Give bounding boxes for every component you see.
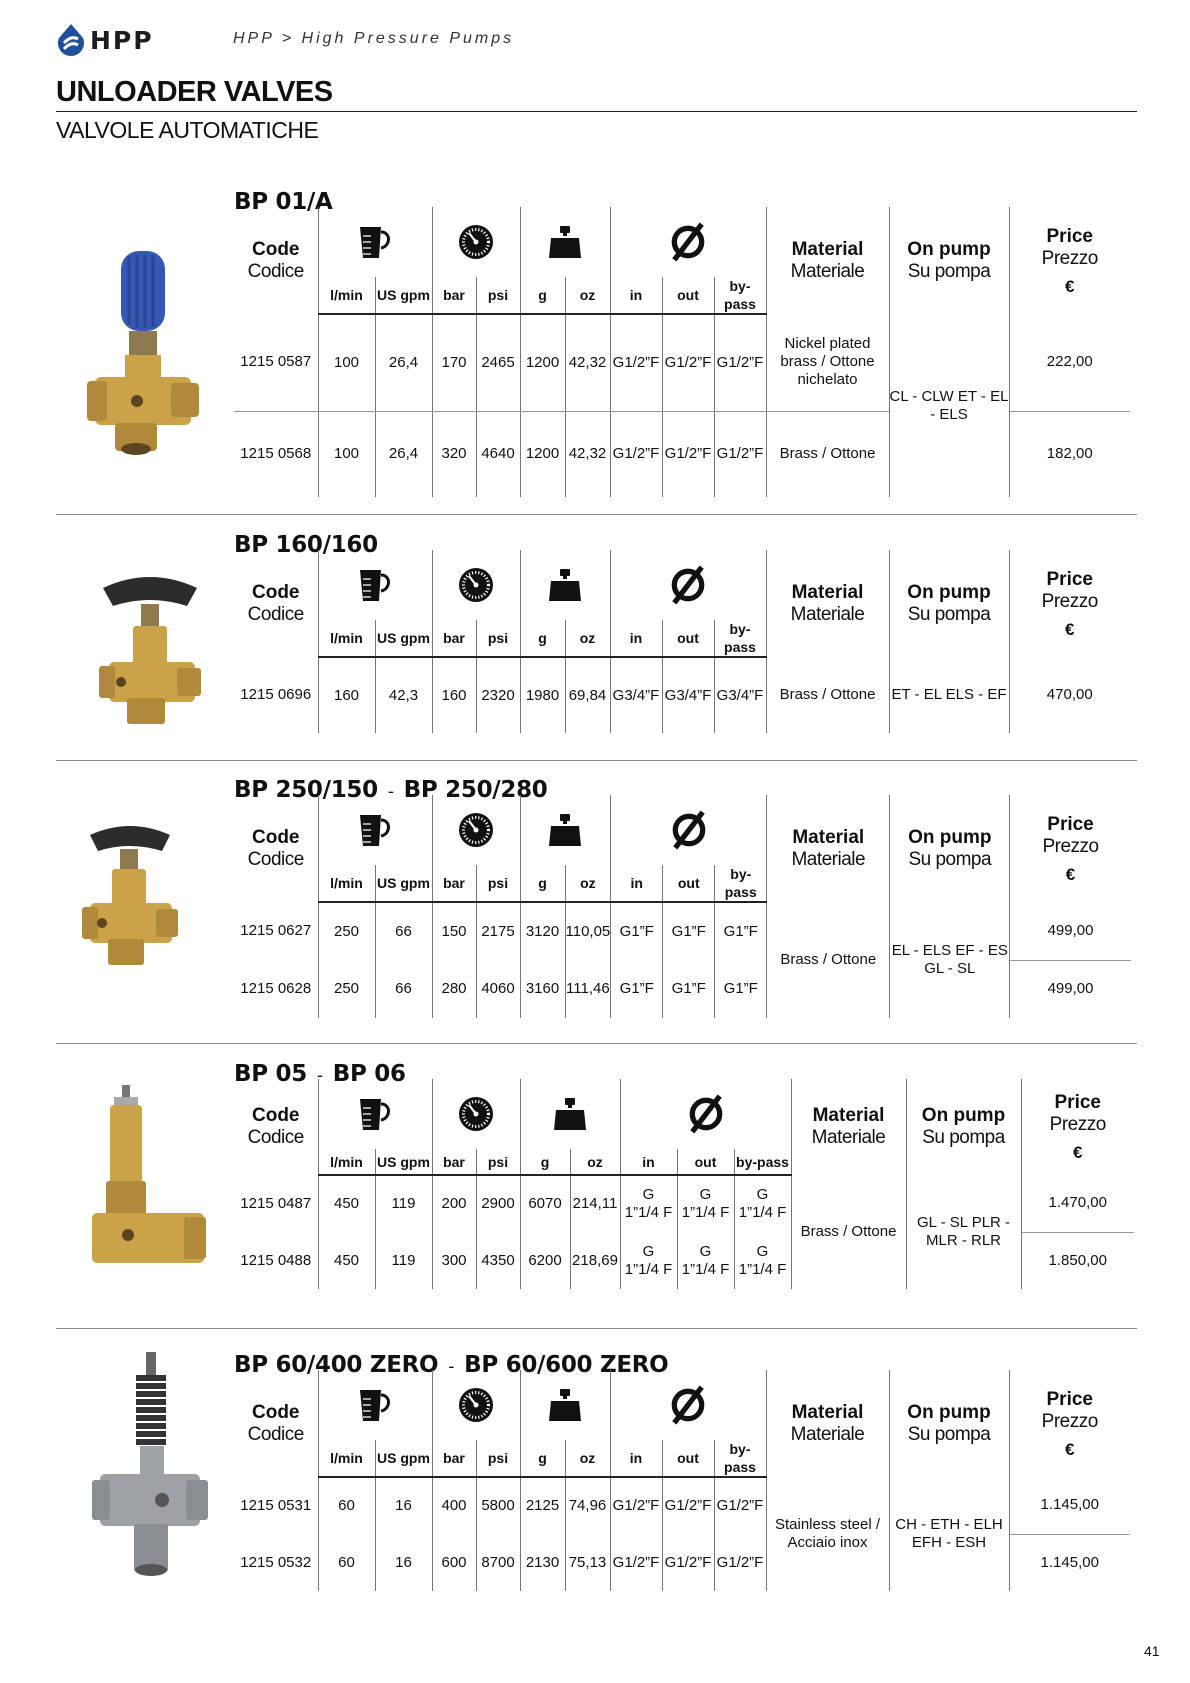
table-cell: 100 xyxy=(333,445,360,463)
table-cell: l/min xyxy=(318,620,375,657)
table-cell: psi xyxy=(476,865,520,902)
table-cell: 60 xyxy=(338,1553,355,1571)
price-cell: 1.470,00 xyxy=(1021,1175,1134,1232)
product-name: BP 160/160 xyxy=(234,532,378,558)
table-row xyxy=(234,1175,1134,1232)
col-onpump-header: On pump Su pompa xyxy=(906,1079,1021,1175)
col-price-header: Price Prezzo € xyxy=(1041,568,1098,639)
table-cell: 8700 xyxy=(476,1534,520,1591)
table-cell: 450 xyxy=(333,1251,360,1269)
table-cell: G1”F xyxy=(663,960,715,1018)
table-row xyxy=(234,1477,1130,1534)
table-cell: out xyxy=(677,1149,734,1175)
table-cell: 2900 xyxy=(476,1175,520,1232)
table-cell: in xyxy=(620,1149,677,1175)
table-cell: l/min xyxy=(318,1149,375,1175)
table-cell: in xyxy=(610,1440,662,1477)
table-cell: 26,4 xyxy=(375,314,432,411)
table-cell: US gpm xyxy=(375,1149,432,1175)
table-cell: G1”F xyxy=(619,922,654,940)
table-cell: 42,32 xyxy=(565,411,610,497)
pressure-gauge-icon xyxy=(458,1096,494,1132)
table-cell: 1215 0531 xyxy=(234,1477,318,1534)
table-cell: by-pass xyxy=(714,620,766,657)
table-cell xyxy=(520,207,610,277)
table-cell xyxy=(520,1370,610,1440)
table-cell: psi xyxy=(476,1149,520,1175)
table-cell: by-pass xyxy=(714,1440,766,1477)
table-cell: G1/2”F xyxy=(662,314,714,411)
weight-icon xyxy=(548,812,582,848)
table-cell: 100 xyxy=(318,314,375,411)
hpp-drop-icon xyxy=(56,23,86,57)
table-cell: oz xyxy=(570,1149,620,1175)
table-cell: G1/2”F xyxy=(662,411,714,497)
unit-g: g xyxy=(520,277,565,314)
table-cell xyxy=(432,1079,520,1149)
table-cell: 66 xyxy=(375,902,432,960)
valve-bp01a-image xyxy=(85,249,203,459)
material-cell: Brass / Ottone xyxy=(791,1175,906,1289)
table-cell: 150 xyxy=(441,922,467,940)
table-cell: 42,32 xyxy=(565,314,610,411)
table-cell: G 1”1/4 F xyxy=(677,1232,734,1289)
table-cell: G1/2”F xyxy=(714,314,766,411)
col-material-header: Material Materiale xyxy=(766,550,889,657)
weight-icon xyxy=(548,567,582,603)
logo-text: HPP xyxy=(90,25,154,55)
pressure-gauge-icon xyxy=(458,812,494,848)
table-cell: 66 xyxy=(375,960,432,1018)
table-cell xyxy=(432,795,520,865)
table-cell: by-pass xyxy=(715,865,767,902)
section-divider xyxy=(56,1328,1137,1329)
table-cell: l/min xyxy=(318,865,375,902)
material-cell: Brass / Ottone xyxy=(767,902,890,1018)
table-cell: G1/2”F xyxy=(714,1534,766,1591)
col-price-header: Price Prezzo € xyxy=(1041,1388,1098,1459)
table-cell: 6070 xyxy=(528,1195,562,1212)
table-cell xyxy=(620,1079,791,1149)
spec-table xyxy=(234,1079,1134,1289)
col-code-header: Code Codice xyxy=(234,1079,318,1175)
pressure-gauge-icon xyxy=(458,224,494,260)
col-onpump-header: On pump Su pompa xyxy=(890,795,1010,902)
flow-jug-icon xyxy=(357,567,393,603)
table-cell: US gpm xyxy=(375,1440,432,1477)
spec-table xyxy=(234,795,1131,1018)
table-cell xyxy=(611,795,767,865)
section-divider xyxy=(56,1043,1137,1044)
table-cell: bar xyxy=(432,620,476,657)
price-cell: 1.145,00 xyxy=(1040,1553,1099,1571)
table-cell: 1215 0487 xyxy=(234,1175,318,1232)
page-subtitle: VALVOLE AUTOMATICHE xyxy=(56,117,319,143)
on-pump-cell: GL - SL PLR - MLR - RLR xyxy=(906,1175,1021,1289)
table-cell: G3/4”F xyxy=(662,657,714,733)
product-title: BP 250/150 - BP 250/280 xyxy=(234,777,548,803)
table-cell: US gpm xyxy=(375,620,432,657)
table-cell: oz xyxy=(565,865,611,902)
diameter-icon xyxy=(688,1094,724,1134)
table-cell: by-pass xyxy=(734,1149,791,1175)
table-cell: 119 xyxy=(375,1232,432,1289)
table-cell: 75,13 xyxy=(565,1534,610,1591)
col-price-header: Price Prezzo € xyxy=(1042,813,1099,884)
table-cell: G1”F xyxy=(715,960,767,1018)
table-cell: G1/2”F xyxy=(714,1477,766,1534)
col-code-header: Code Codice xyxy=(234,1370,318,1477)
table-cell: 250 xyxy=(333,980,360,997)
table-cell: Brass / Ottone xyxy=(766,411,889,497)
flow-jug-icon xyxy=(357,224,393,260)
section-divider xyxy=(56,514,1137,515)
table-cell: 250 xyxy=(333,922,360,940)
page-title: UNLOADER VALVES xyxy=(56,76,333,108)
table-cell: g xyxy=(520,1440,565,1477)
unit-psi: psi xyxy=(476,277,520,314)
col-material-header: Material Materiale xyxy=(791,1079,906,1175)
diameter-icon xyxy=(671,810,707,850)
table-cell xyxy=(318,207,432,277)
table-cell: 160 xyxy=(441,686,467,704)
table-cell: psi xyxy=(476,620,520,657)
price-cell: 499,00 xyxy=(1010,902,1131,960)
table-cell xyxy=(318,550,432,620)
table-cell xyxy=(520,795,611,865)
flow-jug-icon xyxy=(357,812,393,848)
col-onpump-header: On pump Su pompa xyxy=(889,1370,1009,1477)
table-cell: G1/2”F xyxy=(612,445,660,463)
valve-bp05-image xyxy=(88,1085,208,1275)
table-cell: 6200 xyxy=(528,1251,562,1269)
table-cell: 450 xyxy=(333,1195,360,1212)
unit-bypass: by-pass xyxy=(714,277,766,314)
table-cell: 214,11 xyxy=(570,1175,620,1232)
col-code-header: Code Codice xyxy=(234,207,318,314)
table-cell: 1200 xyxy=(520,314,565,411)
table-cell: 4350 xyxy=(476,1232,520,1289)
section-divider xyxy=(56,760,1137,761)
price-cell: 222,00 xyxy=(1009,314,1130,411)
table-cell: 42,3 xyxy=(375,657,432,733)
table-cell: 160 xyxy=(333,686,360,704)
product-name: BP 01/A xyxy=(234,189,333,215)
table-cell: G1”F xyxy=(663,902,715,960)
table-cell: 2175 xyxy=(476,902,520,960)
table-cell: out xyxy=(662,1440,714,1477)
table-cell: 4060 xyxy=(476,960,520,1018)
valve-bp250-image xyxy=(80,823,180,973)
table-cell: G1/2”F xyxy=(662,1477,714,1534)
price-cell: 470,00 xyxy=(1046,686,1093,703)
table-cell: G1/2”F xyxy=(662,1534,714,1591)
table-cell: G 1”1/4 F xyxy=(624,1186,673,1221)
table-cell: 60 xyxy=(338,1497,355,1514)
table-cell: 26,4 xyxy=(375,411,432,497)
table-cell: out xyxy=(663,865,715,902)
breadcrumb: HPP > High Pressure Pumps xyxy=(233,30,515,47)
table-cell: Nickel plated brass / Ottone nichelato xyxy=(766,314,889,411)
weight-icon xyxy=(548,1387,582,1423)
table-cell xyxy=(318,795,432,865)
col-material-header: Material Materiale xyxy=(766,1370,889,1477)
material-cell: Stainless steel / Acciaio inox xyxy=(766,1477,889,1591)
table-cell: 110,05 xyxy=(565,902,611,960)
flow-jug-icon xyxy=(357,1096,393,1132)
table-cell: 200 xyxy=(441,1195,467,1212)
table-row xyxy=(234,902,1131,960)
table-cell xyxy=(610,550,766,620)
table-cell: 1215 0696 xyxy=(234,657,318,733)
col-onpump-header: On pump Su pompa xyxy=(889,550,1009,657)
table-cell: g xyxy=(520,865,565,902)
table-cell: 2125 xyxy=(525,1497,560,1514)
on-pump-cell: CH - ETH - ELH EFH - ESH xyxy=(889,1477,1009,1591)
flow-jug-icon xyxy=(357,1387,393,1423)
spec-table xyxy=(234,1370,1130,1591)
product-title: BP 60/400 ZERO - BP 60/600 ZERO xyxy=(234,1352,669,1378)
table-cell: G 1”1/4 F xyxy=(677,1175,734,1232)
table-cell: 170 xyxy=(432,314,476,411)
table-cell: 16 xyxy=(375,1534,432,1591)
page-number: 41 xyxy=(1144,1643,1160,1659)
table-cell: 280 xyxy=(441,980,467,997)
title-divider xyxy=(56,111,1137,112)
on-pump-cell: EL - ELS EF - ES GL - SL xyxy=(890,902,1010,1018)
col-code-header: Code Codice xyxy=(234,795,318,902)
table-cell: g xyxy=(520,620,565,657)
table-cell: 16 xyxy=(375,1477,432,1534)
price-cell: 182,00 xyxy=(1046,445,1093,463)
col-onpump-header: On pump Su pompa xyxy=(889,207,1009,314)
table-cell: 600 xyxy=(441,1553,467,1571)
table-cell xyxy=(432,550,520,620)
table-cell: 1215 0532 xyxy=(234,1534,318,1591)
on-pump-cell: CL - CLW ET - EL - ELS xyxy=(889,314,1009,497)
spec-table xyxy=(234,207,1130,497)
table-cell: 1215 0627 xyxy=(234,902,318,960)
table-cell: 2130 xyxy=(525,1553,560,1571)
table-cell xyxy=(610,1370,766,1440)
table-cell: G1”F xyxy=(715,902,767,960)
diameter-icon xyxy=(670,565,706,605)
table-cell: G 1”1/4 F xyxy=(734,1175,791,1232)
table-cell: 218,69 xyxy=(570,1232,620,1289)
weight-icon xyxy=(548,224,582,260)
table-cell: G3/4”F xyxy=(612,686,660,704)
table-cell: G1/2”F xyxy=(610,314,662,411)
pressure-gauge-icon xyxy=(458,1387,494,1423)
table-cell: G3/4”F xyxy=(714,657,766,733)
col-material-header: Material Materiale xyxy=(766,207,889,314)
pressure-gauge-icon xyxy=(458,567,494,603)
table-cell: bar xyxy=(432,1149,476,1175)
table-cell: psi xyxy=(476,1440,520,1477)
table-cell: 400 xyxy=(441,1497,467,1514)
table-cell: G 1”1/4 F xyxy=(734,1232,791,1289)
table-cell: out xyxy=(662,620,714,657)
table-cell: G 1”1/4 F xyxy=(624,1242,673,1278)
table-cell xyxy=(318,1370,432,1440)
table-row xyxy=(234,314,1130,411)
table-cell: 300 xyxy=(441,1251,467,1269)
table-cell: G1/2”F xyxy=(714,411,766,497)
col-code-header: Code Codice xyxy=(234,550,318,657)
product-title: BP 05 - BP 06 xyxy=(234,1061,406,1087)
table-cell: 5800 xyxy=(476,1477,520,1534)
table-cell: 3160 xyxy=(525,980,560,997)
table-cell: bar xyxy=(432,1440,476,1477)
unit-oz: oz xyxy=(565,277,610,314)
table-cell: 2320 xyxy=(476,657,520,733)
price-cell: 499,00 xyxy=(1047,980,1094,998)
diameter-icon xyxy=(670,1385,706,1425)
table-cell: 1215 0568 xyxy=(234,411,318,497)
table-cell: 4640 xyxy=(476,411,520,497)
table-cell: 2465 xyxy=(476,314,520,411)
table-cell: 111,46 xyxy=(565,960,611,1018)
table-cell xyxy=(520,550,610,620)
table-cell: 1980 xyxy=(525,686,560,704)
unit-gpm: US gpm xyxy=(375,277,432,314)
price-cell: 1.850,00 xyxy=(1048,1251,1107,1269)
valve-bp60-image xyxy=(92,1352,210,1582)
table-cell: in xyxy=(611,865,663,902)
on-pump-cell: ET - EL ELS - EF xyxy=(889,657,1009,733)
table-cell xyxy=(318,1079,432,1149)
table-cell xyxy=(432,1370,520,1440)
unit-lmin: l/min xyxy=(318,277,375,314)
table-cell: 69,84 xyxy=(565,657,610,733)
diameter-icon xyxy=(670,222,706,262)
table-cell: 1215 0587 xyxy=(234,314,318,411)
table-cell: in xyxy=(610,620,662,657)
col-price-header: Price Prezzo € xyxy=(1049,1092,1106,1162)
table-cell xyxy=(610,207,766,277)
table-cell: bar xyxy=(432,865,476,902)
table-cell: 3120 xyxy=(525,922,560,940)
spec-table xyxy=(234,550,1130,733)
table-cell: 320 xyxy=(441,445,467,463)
table-row xyxy=(234,657,1130,733)
unit-bar: bar xyxy=(432,277,476,314)
table-cell: 74,96 xyxy=(565,1477,610,1534)
table-cell: US gpm xyxy=(375,865,432,902)
weight-icon xyxy=(553,1096,587,1132)
unit-in: in xyxy=(610,277,662,314)
hpp-logo[interactable] xyxy=(56,22,168,58)
table-cell: G1”F xyxy=(619,980,654,997)
table-cell: 1215 0488 xyxy=(234,1232,318,1289)
table-cell xyxy=(520,1079,620,1149)
col-material-header: Material Materiale xyxy=(767,795,890,902)
table-cell: 1215 0628 xyxy=(234,960,318,1018)
table-cell: oz xyxy=(565,1440,610,1477)
table-cell: 1200 xyxy=(525,445,560,463)
table-cell: G1/2”F xyxy=(612,1497,660,1514)
table-cell: Brass / Ottone xyxy=(766,657,889,733)
table-cell: G1/2”F xyxy=(612,1553,660,1571)
table-cell xyxy=(432,207,520,277)
table-cell: oz xyxy=(565,620,610,657)
unit-out: out xyxy=(662,277,714,314)
table-cell: g xyxy=(520,1149,570,1175)
price-cell: 1.145,00 xyxy=(1009,1477,1130,1534)
table-cell: 119 xyxy=(375,1175,432,1232)
table-cell: l/min xyxy=(318,1440,375,1477)
valve-bp160-image xyxy=(95,574,205,734)
col-price-header: Price Prezzo € xyxy=(1041,225,1098,296)
